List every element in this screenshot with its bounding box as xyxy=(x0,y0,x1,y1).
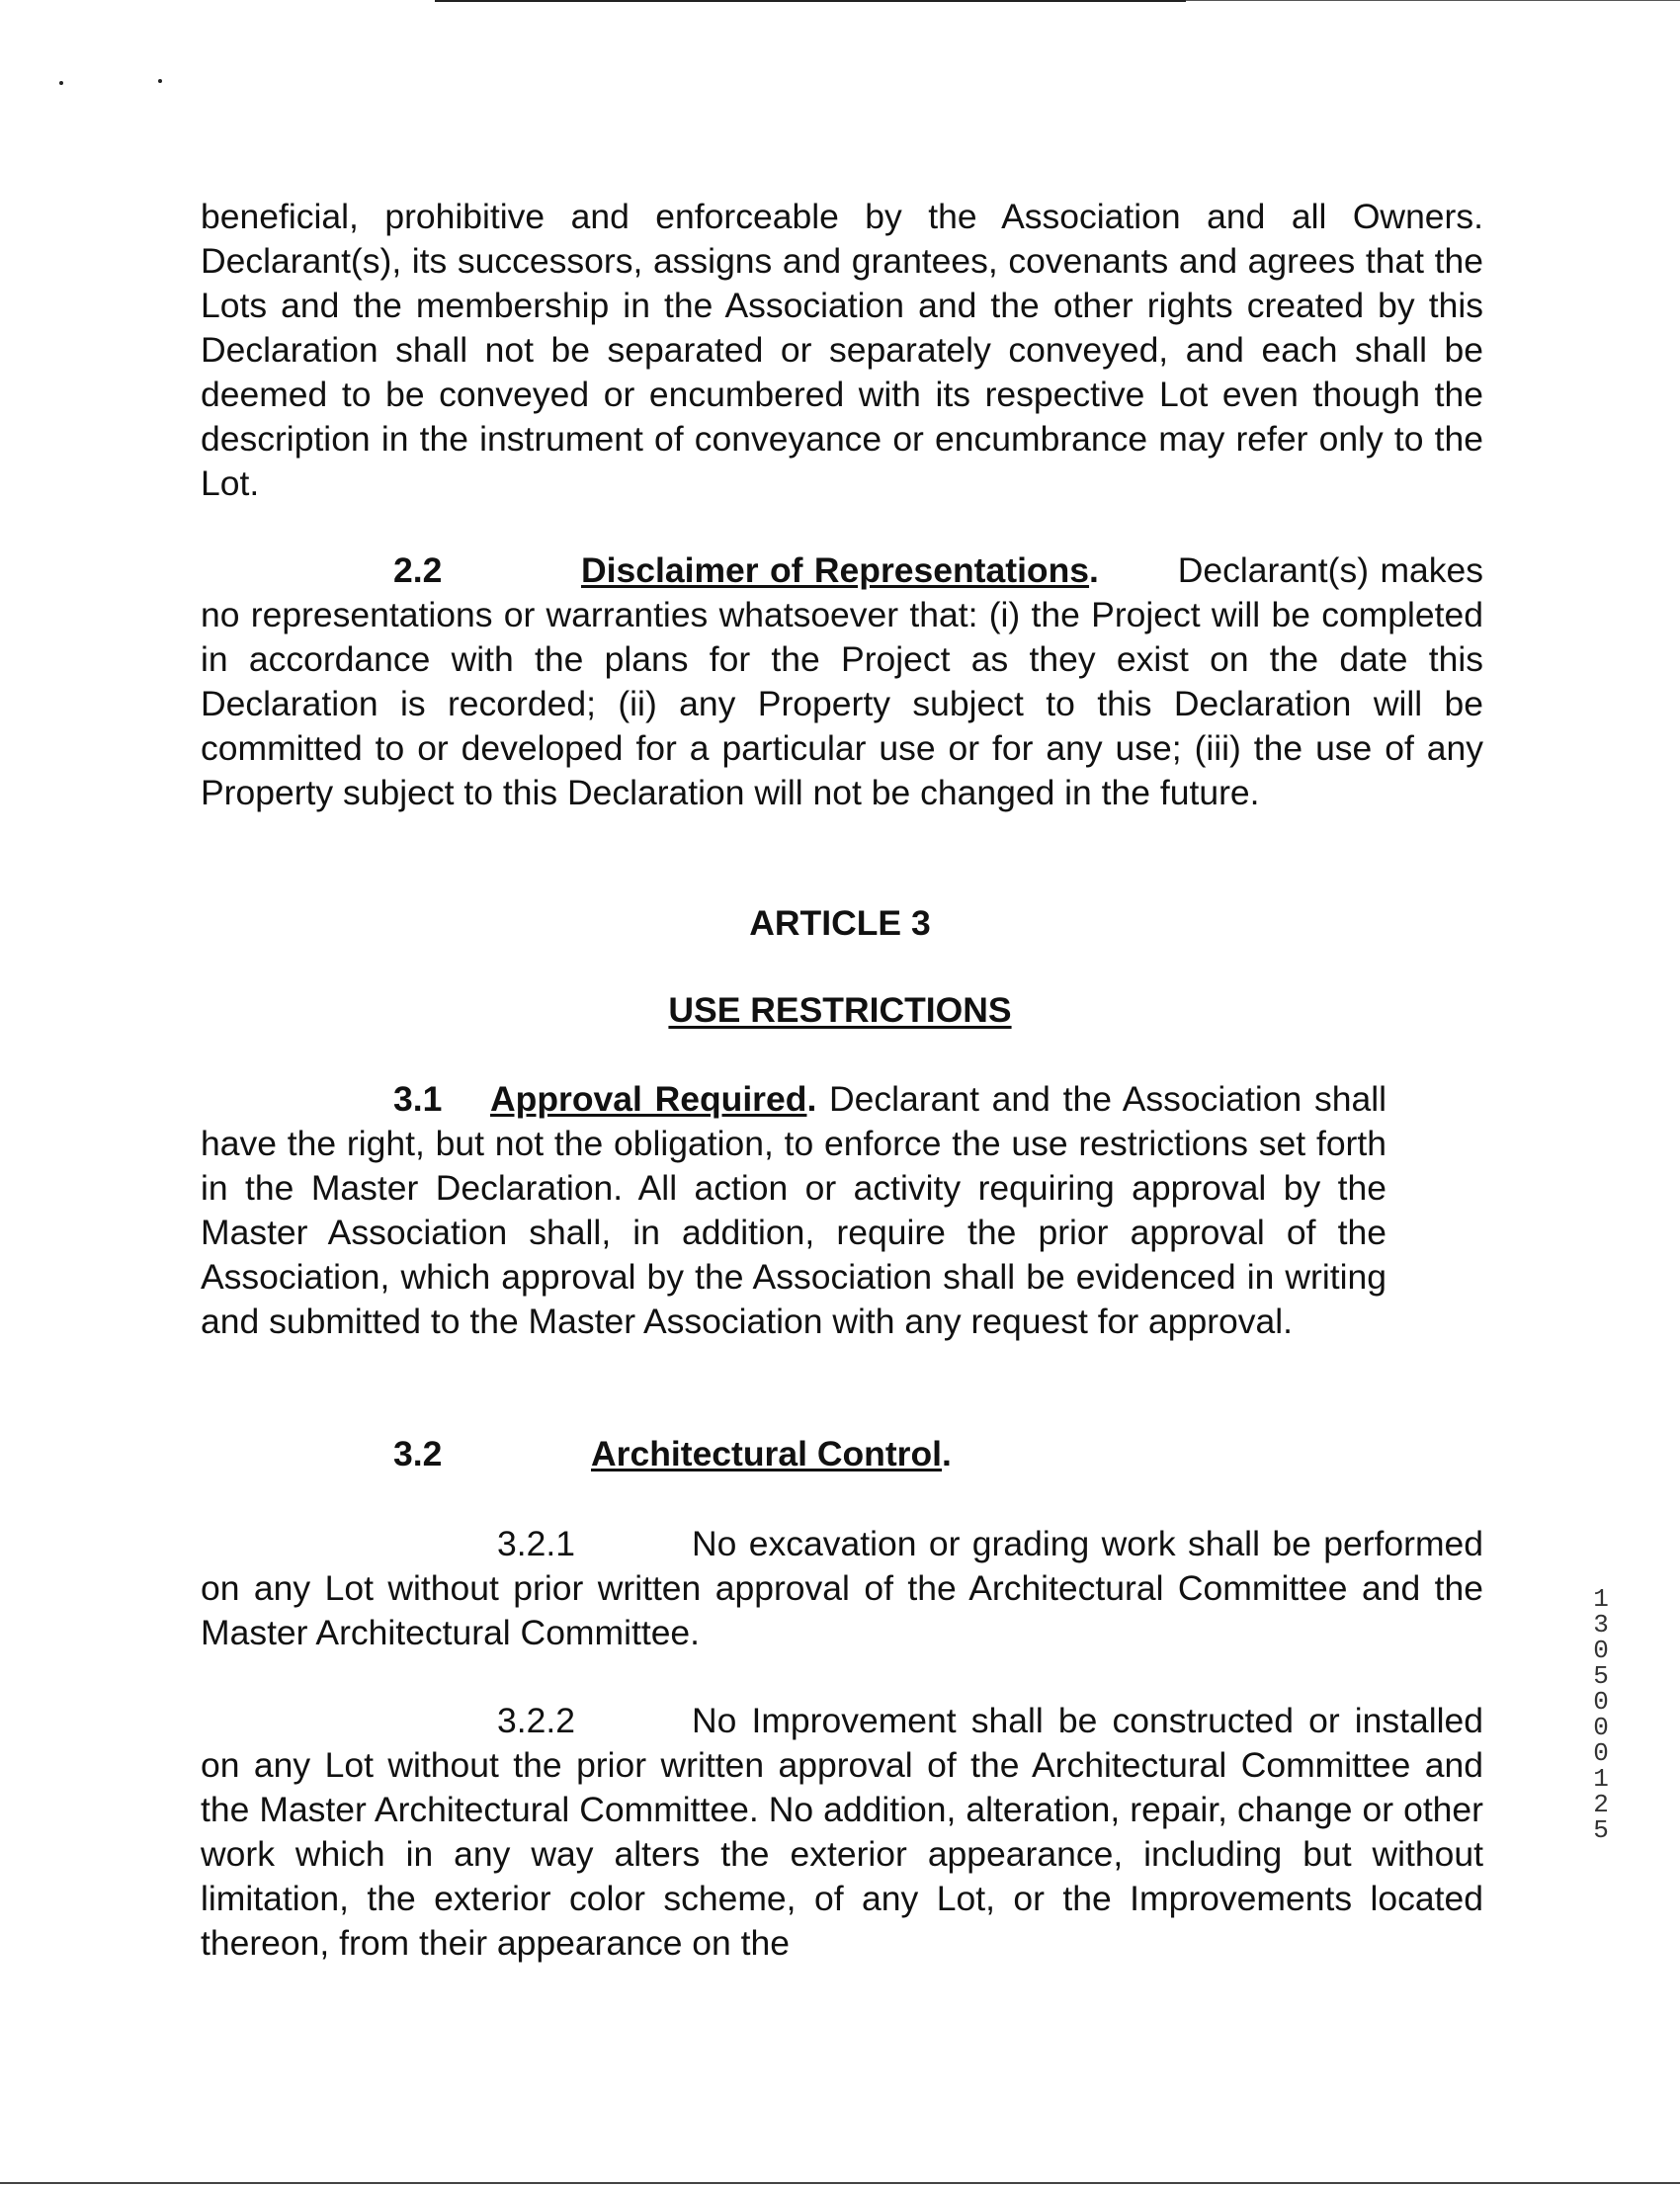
scan-speck xyxy=(158,79,162,83)
intro-text: beneficial, prohibitive and enforceable by the Association and all Owners. Declarant(s), its successors, assigns and grantees, covenants and agrees that the Lots and the membership in the Association and the other rights created by this Declaration shall not be separated or separately conveyed, and each shall be deemed to be conveyed or encumbered with its respective Lot even though the description in the instrument of conveyance or encumbrance may refer only to the Lot. xyxy=(201,197,1483,503)
document-stamp-number: 13050 00125 xyxy=(1593,1584,1609,1845)
intro-paragraph xyxy=(201,195,1483,506)
section-body: Declarant and the Association shall have the right, but not the obligation, to enforce the use restrictions set forth in the Master Declaration. All action or activity requiring approval by the Master Association shall, in addition, require the prior approval of the Association, which approval by the Association shall be evidenced in writing and submitted to the Master Association with any request for approval. xyxy=(201,1079,1386,1341)
article-title: USE RESTRICTIONS xyxy=(668,990,1012,1030)
section-title: Approval Required xyxy=(490,1079,807,1119)
section-3-1: 3.1 Approval Required. Declarant and the Association shall have the right, but not the obligation, to enforce the use restrictions set forth in the Master Declaration. All action or activity requiring approval by the Master Association shall, in addition, require the prior approval of the Association, which approval by the Association shall be evidenced in writing and submitted to the Master Association with any request for approval. xyxy=(201,1079,1386,1341)
section-number: 3.2.2 xyxy=(497,1701,575,1740)
section-number: 3.2 xyxy=(393,1434,443,1473)
section-body: No Improvement shall be constructed or installed on any Lot without the prior written approval of the Architectural Committee and the Master Architectural Committee. No addition, alteration, repair, change or other work which in any way alters the exterior appearance, including but without limitation, the exterior color scheme, of any Lot, or the Improvements located thereon, from their appearance on the xyxy=(201,1701,1483,1963)
scan-edge-bottom xyxy=(0,2182,1680,2184)
section-2-2: 2.2 Disclaimer of Representations. Declarant(s) makes no representations or warranties whatsoever that: (i) the Project will be completed in accordance with the plans for the Project as they exist on the date this Declaration is recorded; (ii) any Property subject to this Declaration will be committed to or developed for a particular use or for any use; (iii) the use of any Property subject to this Declaration will not be changed in the future. xyxy=(201,550,1484,812)
section-title: Disclaimer of Representations xyxy=(581,550,1090,590)
scan-edge-top xyxy=(435,0,1186,2)
scan-edge-top-thin xyxy=(1186,0,1680,1)
section-number: 3.2.1 xyxy=(497,1524,575,1563)
section-3-2: 3.2 Architectural Control. xyxy=(201,1432,1483,1476)
article-label: ARTICLE 3 xyxy=(749,903,931,943)
section-number: 2.2 xyxy=(393,550,443,590)
section-3-2-2 xyxy=(201,1699,1483,1966)
section-body: Declarant(s) makes no representations or warranties whatsoever that: (i) the Project will be completed in accordance with the plans for the Project as they exist on the date this Declaration is recorded; (ii) any Property subject to this Declaration will be committed to or developed for a particular use or for any use; (iii) the use of any Property subject to this Declaration will not be changed in the future. xyxy=(201,550,1484,812)
section-body: No excavation or grading work shall be performed on any Lot without prior written approval of the Architectural Committee and the Master Architectural Committee. xyxy=(201,1524,1483,1652)
scan-speck xyxy=(59,81,63,85)
section-3-2-1 xyxy=(201,1522,1483,1655)
section-number: 3.1 xyxy=(393,1079,443,1119)
section-title: Architectural Control xyxy=(591,1434,943,1473)
